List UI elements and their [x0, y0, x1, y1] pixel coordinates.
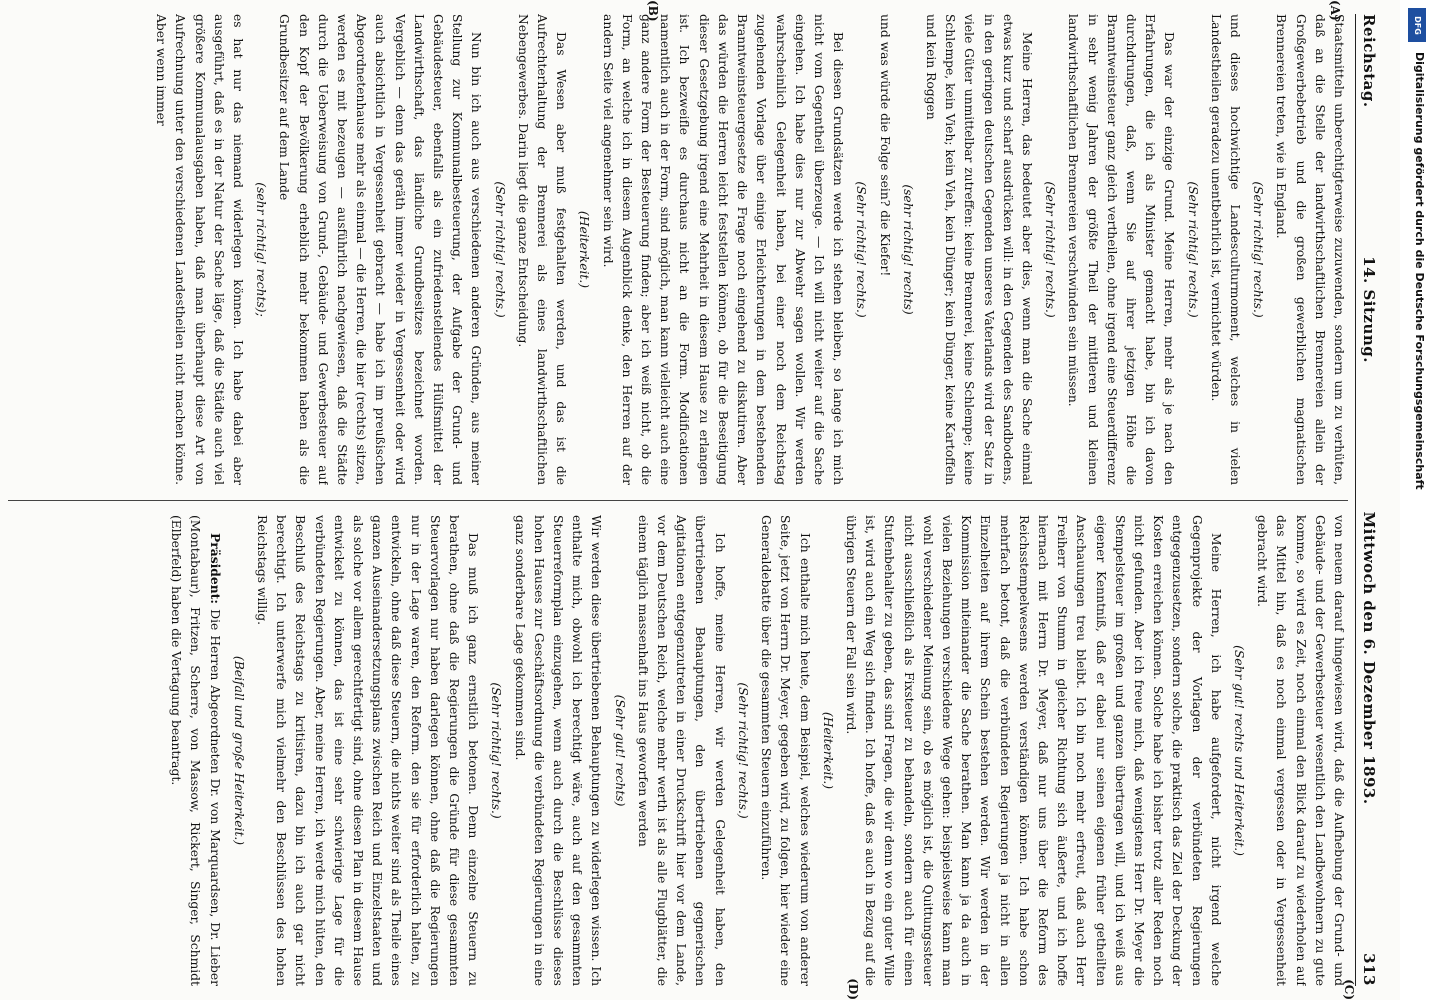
president-statement: Präsident: Die Herren Abgeordneten Dr. von Marquardsen, Dr. Lieber (Montabaur), Fritzen, Scherre, von Massow, Rickert, Singer, Schmidt (Elberfeld) haben die Vertagung beantragt.: [169, 515, 223, 986]
paragraph: Bei diesen Grundsätzen werde ich stehen bleiben, so lange ich mich nicht vom Gegentheil überzeuge. — Ich will nicht weiter auf die Sache eingehen. Ich habe dies nur zur Abwehr sagen wollen. Wir werden wahrscheinlich Gelegenheit haben, bei einer noch dem Reichstag zugehenden Vorlage über einige Erleichterungen in dem bestehenden Branntweinsteuergesetze die Frage noch eingehend zu diskutiren. Aber das würden die Herren leicht feststellen können, ob für die Beseitigung dieser Gesetzgebung irgend eine Mehrheit in diesem Hause zu erlangen ist. Ich bezweifle es durchaus nicht an die Form. Modificationen namentlich auch in der Form, sind möglich, man kann vielleicht auch eine ganz andere Form der Besteuerung finden; aber ich weiß nicht, ob die Form, an welche ich in diesem Augenblick denke, den Herren auf der andern Seite viel angenehmer sein wird.: [600, 14, 846, 485]
interjection: (Sehr gut! rechts): [612, 694, 627, 807]
digitization-sidebar: [1400, 0, 1432, 1000]
interjection: (Sehr richtig! rechts.): [492, 181, 507, 318]
paragraph: und was würde die Folge sein? die Kiefer!: [877, 14, 892, 277]
paragraph: und dieses hochwichtige Landesculturmoment, welches in vielen Landestheilen geradezu unentbehrlich ist, vernichtet würden.: [1208, 14, 1242, 485]
margin-marker-b: (B): [646, 0, 660, 22]
digitization-credit: Digitalisierung gefördert durch die Deutsche Forschungsgemeinschaft: [1413, 52, 1426, 490]
paragraph: Ich enthalte mich heute, dem Beispiel, welches wiederum von anderer Seite, jetzt von Herrn Dr. Meyer, gegeben wird, zu folgen, hier wieder eine Generaldebatte über die gesammten Steuern einzuführen.: [759, 515, 812, 986]
header-session: 14. Sitzung.: [1360, 256, 1378, 363]
dfg-logo: DFG: [1408, 8, 1426, 42]
speaker-label: Präsident:: [207, 533, 223, 610]
margin-marker-d: (D): [846, 978, 860, 1000]
paragraph: Meine Herren, ich habe aufgefordert, nicht irgend welche Gegenprojekte der Vorlagen der verbündeten Regierungen entgegenzusetzen, sondern solche, die praktisch das Ziel der Deckung der Kosten erreichen können. Solche habe ich bisher trotz aller Reden noch nicht gefunden. Aber ich freue mich, daß wenigstens Herr Dr. Meyer die Stempelsteuer im großen und ganzen übertragen will, und ich weiß aus eigener Kenntniß, daß er dabei nur seinen eigenen früher getheilten Anschauungen treu bleibt. Ich bin noch mehr erfreut, daß auch Herr Freiherr von Stumm in gleicher Richtung sich äußerte, und ich hoffe hiernach mit Herrn Dr. Meyer, daß nur uns über die Reform des Reichsstempelwesens werden verständigen können. Ich habe schon mehrfach betont, daß die verbündeten Regierungen ja nicht in allen Einzelheiten auf ihrem Schein bestehen werden. Wir werden in der Kommission miteinander die Sache berathen. Man kann ja da auch in vielen Beziehungen verschiedene Wege gehen: beispielsweise kann man wohl verschiedener Meinung sein, ob es möglich ist, die Quittungssteuer nicht ausschließlich als Fixsteuer zu behandeln, sondern auch für einen Stufenbehalter zu geben, das sind Fragen, die wir denn wo ein guter Wille ist, wird auch ein Weg sich finden. Ich hoffe, daß es auch in Bezug auf die übrigen Steuern der Fall sein wird.: [843, 515, 1223, 986]
paragraph: es hat nur das niemand widerlegen können. Ich habe dabei aber ausgeführt, daß es in der Natur der Sache läge, daß die Städte auch viel größere Kommunalausgaben haben, daß man überhaupt diese Art von Aufrechnung unter den verschiedenen Landestheilen nicht machen könne. Aber wenn immer: [154, 14, 246, 485]
interjection: (Heiterkeit.): [577, 210, 592, 289]
interjection: (Sehr richtig! rechts.): [1043, 181, 1058, 318]
interjection: (Sehr richtig! rechts.): [1185, 181, 1200, 318]
interjection: (sehr richtig! rechts): [900, 184, 915, 315]
interjection: (Sehr richtig! rechts.): [1251, 181, 1266, 318]
interjection: (Sehr richtig! rechts.): [854, 181, 869, 318]
page-header: [1355, 14, 1400, 986]
paragraph: von neuem darauf hingewiesen wird, daß die Aufhebung der Grund- und Gebäude- und der Gewerbesteuer wesentlich den Landbewohnern zu gute komme, so wird es Zeit, noch einmal den Blick darauf zu wiederholen auf das Mittel hin, daß es noch einmal vergessen oder in Vergessenheit gebracht wird.: [1255, 515, 1346, 986]
margin-marker-c: (C): [1342, 979, 1356, 1000]
left-text-column: [0, 14, 1348, 485]
header-date: Mittwoch den 6. Dezember 1893.: [1360, 511, 1378, 805]
paragraph: Das muß ich ganz ernstlich betonen. Denn einzelne Steuern zu berathen, ohne daß die Regierungen die Gründe für diese gesammten Steuervorlagen nur haben darlegen können, ohne daß die Regierungen nur in der Lage waren, den Reform. den sie für erforderlich halten, zu entwickeln, ohne daß diese Steuern, die nichts weiter sind als Theile eines ganzen Auseinandersetzungsplans zwischen Reich und Einzelstaaten und als solche vor allem gerechtfertigt sind, ohne diesen Plan in diesem Hause entwickelt zu können, das ist eine sehr schwierige Lage für die verbündeten Regierungen. Aber, meine Herren, ich werde mich hüten, den Beschluß des Reichstags zu kritisiren, dazu bin ich auch gar nicht berechtigt. Ich unterwerfe mich vielmehr den Beschlüssen des hohen Reichstags willig.: [255, 515, 481, 986]
interjection: (Sehr gut! rechts und Heiterkeit.): [1231, 645, 1246, 856]
interjection: (sehr richtig! rechts);: [254, 182, 269, 317]
paragraph: Nun bin ich auch aus verschiedenen anderen Gründen, aus meiner Stellung zur Kommunalbesteuerung, der Aufgabe der Grund- und Gebäudesteuer, ebenfalls als ein zufriedenstellendes Hülfsmittel der Landwirthschaft, das ländliche Grundbesitzes bezeichnet worden. Vergeblich — denn das geräth immer wieder in Vergessenheit oder wird auch absichtlich in Vergessenheit gebracht — habe ich im preußischen Abgeordnetenhause mehr als einmal — die Herren, die hier (rechts) sitzen, werden es mit bezeugen — ausführlich nachgewiesen, daß die Städte durch die Ueberweisung von Grund-, Gebäude- und Gewerbesteuer auf den Kopf der Bevölkerung erheblich mehr bekommen haben als die Grundbesitzer auf dem Lande: [277, 14, 484, 485]
header-left: Reichstag.: [1360, 14, 1378, 108]
interjection: (Heiterkeit.): [820, 711, 835, 790]
paragraph: Ich hoffe, meine Herren, wir werden Gelegenheit haben, den übertriebenen Behauptungen, den übertriebenen gegnerischen Agitationen entgegenzutreten in einer Druckschrift hier vor dem Lande, vor dem Deutschen Reich, welche mehr werth ist als alle Flugblätter, die einem täglich massenhaft ins Haus geworfen werden: [635, 515, 727, 986]
paragraph: Staatsmitteln unberechtigterweise zuzuwenden, sondern um zu verhüten, daß an die Stelle der landwirthschaftlichen Brennereien allein der Großgewerbebetrieb und die großen gewerblichen magnatischen Brennereien treten, wie in England.: [1274, 14, 1346, 485]
margin-marker-a: (A): [1328, 0, 1342, 21]
interjection: (Sehr richtig! rechts.): [489, 682, 504, 819]
paragraph: Das Wesen aber muß festgehalten werden, und das ist die Aufrechterhaltung der Brennerei als eines landwirthschaftlichen Nebengewerbes. Darin liegt die ganze Entscheidung.: [515, 14, 569, 485]
page-number: 313: [1360, 953, 1378, 986]
paragraph: Das war der einzige Grund. Meine Herren, mehr als je nach den Erfahrungen, die ich als Minister gemacht habe, bin ich davon durchdrungen, daß, wenn Sie auf ihrer jetzigen Höhe die Branntweinsteuer ganz gleich vertheilen, ohne irgend eine Steuerdifferenz in sehr wenig Jahren der größte Theil der mittleren und kleinen landwirthschaftlichen Brennereien verschwinden sein müssen.: [1066, 14, 1177, 485]
interjection: (Beifall und große Heiterkeit.): [231, 655, 246, 846]
paragraph: Meine Herren, das bedeutet aber dies, wenn man die Sache einmal etwas kurz und scharf ausdrücken will: in den Gegenden des Sandbodens, in den geringen deutschen Gegenden unseres Vaterlands wird der Satz in viele Güter unmittelbar zutreffen: keine Brennerei, keine Schlempe; keine Schlempe, kein Vieh; kein Vieh, kein Dünger; kein Dünger, keine Kartoffeln und kein Roggen: [923, 14, 1034, 485]
paragraph: Wir werden diese übertriebenen Behauptungen zu widerlegen wissen. Ich enthalte mich, obwohl ich berechtigt wäre, auch auf den gesammten Steuerreformplan einzugehen, wenn auch durch die Beschlüsse dieses hohen Hauses zur Geschäftsordnung die verbündeten Regierungen in eine ganz sonderbare Lage gekommen sind.: [512, 515, 604, 986]
right-text-column: [0, 515, 1348, 986]
interjection: (Sehr richtig! rechts.): [735, 682, 750, 819]
